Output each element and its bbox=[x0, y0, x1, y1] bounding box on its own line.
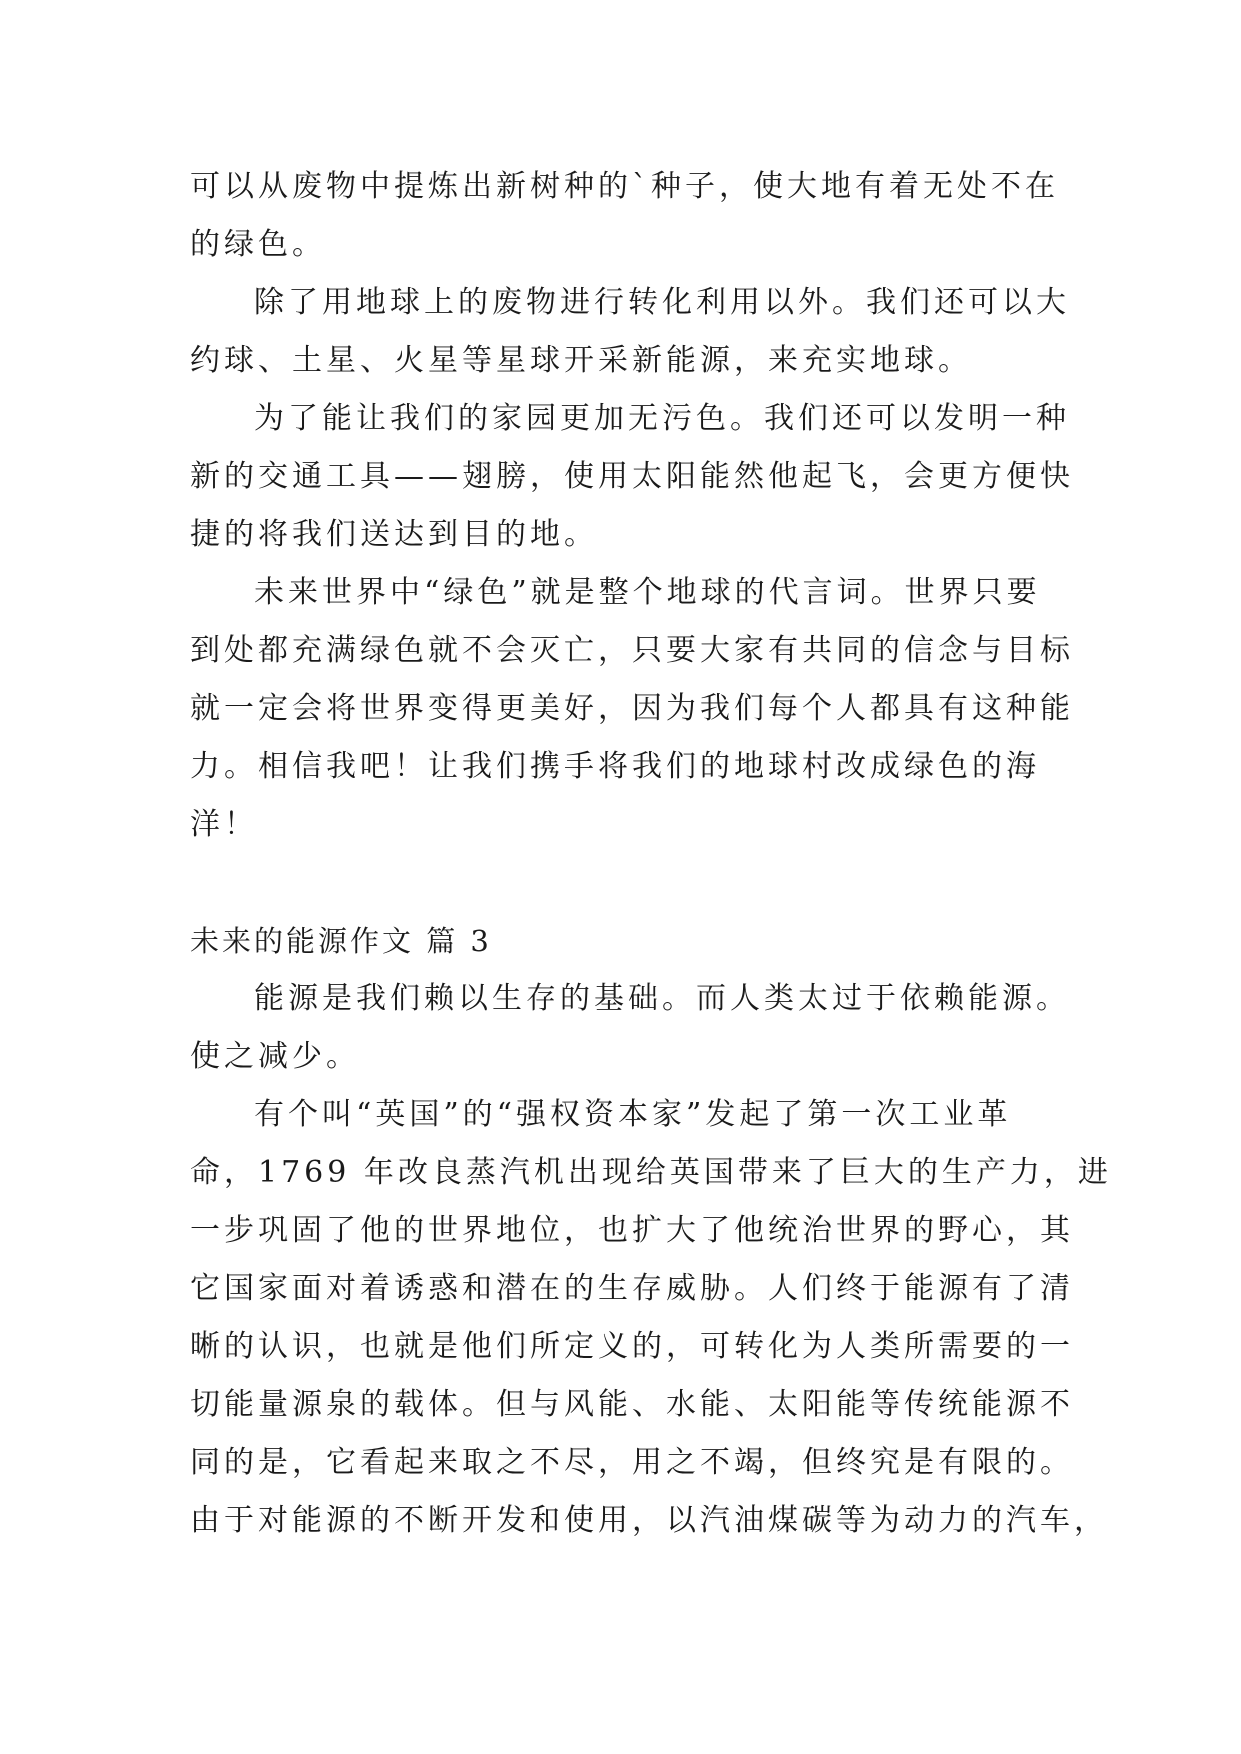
text-line: 晰的认识，也就是他们所定义的，可转化为人类所需要的一 bbox=[190, 1329, 1074, 1364]
text-line: 可以从废物中提炼出新树种的`种子，使大地有着无处不在 bbox=[190, 169, 1059, 204]
paragraph-5 bbox=[190, 970, 1070, 1086]
text-line: 命，1769 年改良蒸汽机出现给英国带来了巨大的生产力，进 bbox=[190, 1155, 1112, 1190]
paragraph-4 bbox=[190, 564, 1074, 854]
text-line: 使之减少。 bbox=[190, 1039, 360, 1074]
text-line: 同的是，它看起来取之不尽，用之不竭，但终究是有限的。 bbox=[190, 1445, 1074, 1480]
paragraph-1 bbox=[190, 158, 1060, 274]
section-spacer bbox=[190, 854, 1060, 912]
paragraph-3 bbox=[190, 390, 1074, 564]
text-line: 捷的将我们送达到目的地。 bbox=[190, 517, 598, 552]
section-title: 未来的能源作文 篇 3 bbox=[190, 924, 492, 958]
text-line: 约球、土星、火星等星球开采新能源，来充实地球。 bbox=[190, 343, 972, 378]
text-line: 就一定会将世界变得更美好，因为我们每个人都具有这种能 bbox=[190, 691, 1074, 726]
document-body bbox=[190, 158, 1112, 1550]
text-line: 除了用地球上的废物进行转化利用以外。我们还可以大 bbox=[254, 285, 1070, 320]
text-line: 洋！ bbox=[190, 807, 258, 842]
text-line: 切能量源泉的载体。但与风能、水能、太阳能等传统能源不 bbox=[190, 1387, 1074, 1422]
paragraph-6 bbox=[190, 1086, 1112, 1550]
text-line: 一步巩固了他的世界地位，也扩大了他统治世界的野心，其 bbox=[190, 1213, 1074, 1248]
text-line: 未来世界中“绿色”就是整个地球的代言词。世界只要 bbox=[254, 575, 1041, 610]
text-line: 的绿色。 bbox=[190, 227, 326, 262]
text-line: 到处都充满绿色就不会灭亡，只要大家有共同的信念与目标 bbox=[190, 633, 1074, 668]
text-line: 新的交通工具——翅膀，使用太阳能然他起飞，会更方便快 bbox=[190, 459, 1074, 494]
text-line: 力。相信我吧！让我们携手将我们的地球村改成绿色的海 bbox=[190, 749, 1040, 784]
text-line: 有个叫“英国”的“强权资本家”发起了第一次工业革 bbox=[254, 1097, 1012, 1132]
text-line: 由于对能源的不断开发和使用，以汽油煤碳等为动力的汽车， bbox=[190, 1503, 1108, 1538]
text-line: 为了能让我们的家园更加无污色。我们还可以发明一种 bbox=[254, 401, 1070, 436]
text-line: 能源是我们赖以生存的基础。而人类太过于依赖能源。 bbox=[254, 981, 1070, 1016]
paragraph-2 bbox=[190, 274, 1070, 390]
text-line: 它国家面对着诱惑和潜在的生存威胁。人们终于能源有了清 bbox=[190, 1271, 1074, 1306]
